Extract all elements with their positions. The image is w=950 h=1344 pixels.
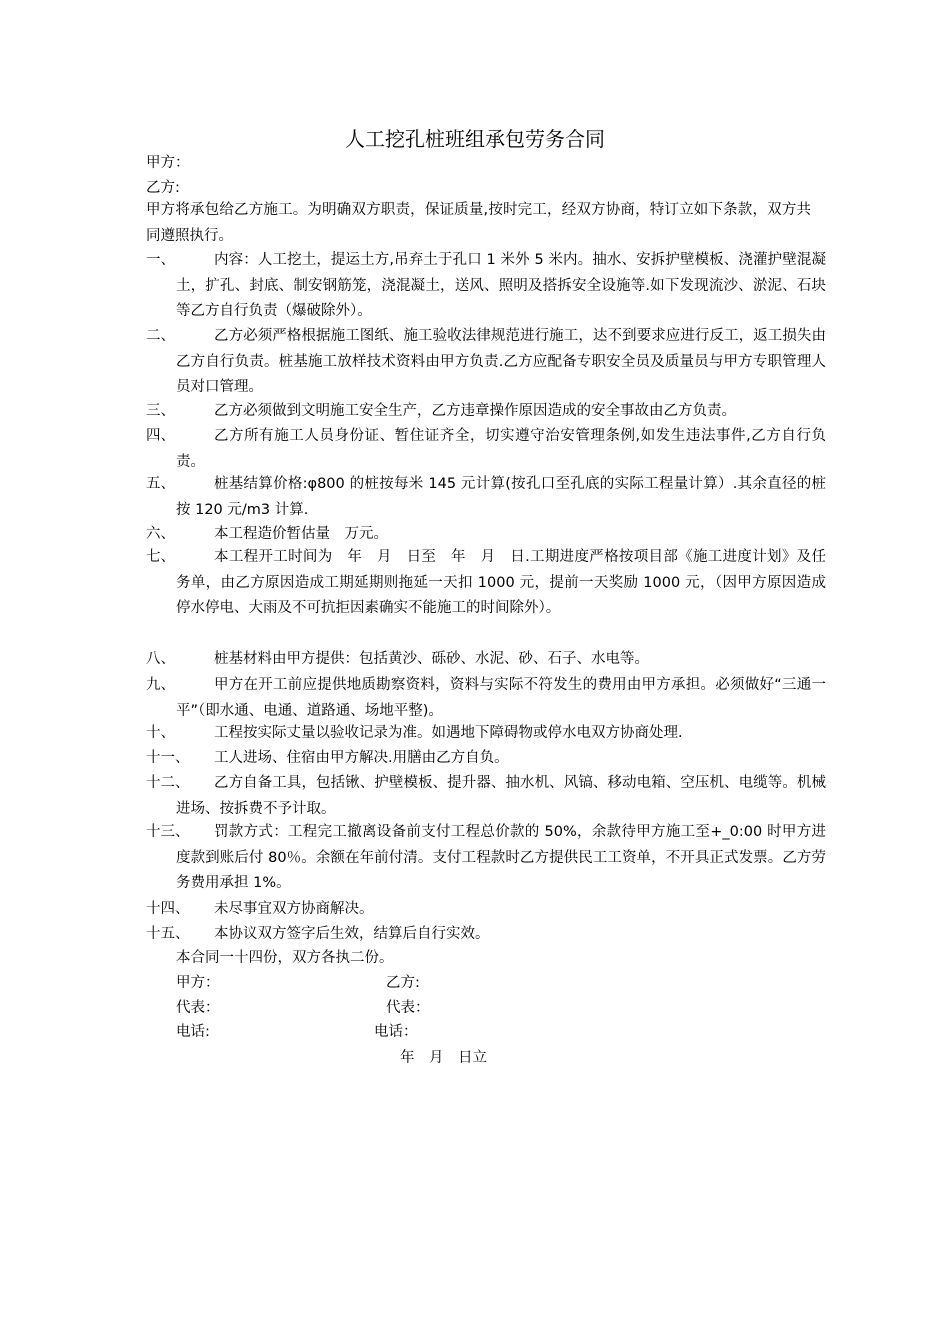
clause-10 [146, 721, 826, 747]
clause-text: 本协议双方签字后生效，结算后自行实效。 [214, 926, 490, 942]
party-b-label: 乙方: [146, 180, 180, 196]
signature-date: 年 月 日立 [400, 1050, 487, 1066]
clause-text: 本工程开工时间为 年 月 日至 年 月 日.工期进度严格按项目部《施工进度计划》及任务单，由乙方原因造成工期延期则拖延一天扣 1000 元，提前一天奖励 1000 元，（因甲方原因造成停水停电、大雨及不可抗拒因素确实不能施工的时间除外）。 [176, 549, 826, 616]
clause-number: 四、 [146, 428, 175, 444]
document-title: 人工挖孔桩班组承包劳务合同 [345, 127, 605, 151]
clause-3 [146, 399, 826, 425]
clause-number: 十五、 [146, 926, 190, 942]
signature-phone-b: 电话： [374, 1024, 418, 1040]
clause-number: 九、 [146, 677, 175, 693]
clause-number: 十二、 [146, 775, 190, 791]
clause-4 [146, 424, 826, 475]
clause-11 [146, 746, 826, 772]
clause-9 [146, 673, 826, 724]
clause-1 [146, 248, 826, 325]
clause-15 [146, 922, 826, 948]
clause-number: 七、 [146, 549, 175, 565]
clause-number: 五、 [146, 476, 175, 492]
signature-party-a: 甲方： [176, 975, 220, 991]
signature-party-b: 乙方: [386, 975, 420, 991]
clause-6 [146, 522, 826, 548]
clause-number: 二、 [146, 328, 175, 344]
clause-text: 未尽事宜双方协商解决。 [214, 901, 374, 917]
clause-text: 工人进场、住宿由甲方解决.用膳由乙方自负。 [214, 750, 509, 766]
clause-text: 工程按实际丈量以验收记录为准。如遇地下障碍物或停水电双方协商处理. [214, 725, 683, 741]
clause-14 [146, 897, 826, 923]
clause-number: 八、 [146, 651, 175, 667]
clause-text: 桩基结算价格:φ800 的桩按每米 145 元计算(按孔口至孔底的实际工程量计算）.其余直径的桩按 120 元/m3 计算. [176, 476, 826, 518]
clause-12 [146, 771, 826, 822]
clause-number: 一、 [146, 252, 175, 268]
clause-number: 六、 [146, 526, 175, 542]
signature-phone-a: 电话: [176, 1024, 210, 1040]
clause-number: 十一、 [146, 750, 190, 766]
clause-text: 乙方必须做到文明施工安全生产，乙方违章操作原因造成的安全事故由乙方负责。 [214, 403, 736, 419]
clause-text: 内容：人工挖土，提运土方,吊弃土于孔口 1 米外 5 米内。抽水、安拆护壁模板、浇灌护壁混凝土，扩孔、封底、制安钢筋笼，浇混凝土，送风、照明及搭拆安全设施等.如下发现流沙、淤泥、石块等乙方自行负责（爆破除外）。 [176, 252, 826, 319]
clause-13 [146, 820, 826, 897]
clause-text: 罚款方式：工程完工撤离设备前支付工程总价款的 50%，余款待甲方施工至+_0:00 时甲方进度款到账后付 80％。余额在年前付清。支付工程款时乙方提供民工工资单，不开具正式发票。乙方劳务费用承担 1%。 [176, 824, 826, 891]
intro-paragraph: 甲方将承包给乙方施工。为明确双方职责，保证质量,按时完工，经双方协商，特订立如下条款，双方共同遵照执行。 [146, 202, 811, 244]
clause-text: 本工程造价暂估量 万元。 [214, 526, 388, 542]
clause-5 [146, 472, 826, 523]
party-a-label: 甲方： [146, 155, 190, 171]
clause-number: 三、 [146, 403, 175, 419]
clause-number: 十三、 [146, 824, 190, 840]
clause-text: 乙方必须严格根据施工图纸、施工验收法律规范进行施工，达不到要求应进行反工，返工损失由乙方自行负责。桩基施工放样技术资料由甲方负责.乙方应配备专职安全员及质量员与甲方专职管理人员对口管理。 [176, 328, 826, 395]
clause-number: 十、 [146, 725, 175, 741]
clause-text: 桩基材料由甲方提供：包括黄沙、砾砂、水泥、砂、石子、水电等。 [214, 651, 649, 667]
copies-note: 本合同一十四份，双方各执二份。 [176, 950, 394, 966]
clause-text: 乙方所有施工人员身份证、暂住证齐全，切实遵守治安管理条例,如发生违法事件,乙方自行负责。 [176, 428, 826, 470]
clause-text: 乙方自备工具，包括锹、护壁模板、提升器、抽水机、风镐、移动电箱、空压机、电缆等。机械进场、按拆费不予计取。 [176, 775, 826, 817]
signature-rep-b: 代表： [386, 1000, 430, 1016]
clause-text: 甲方在开工前应提供地质勘察资料，资料与实际不符发生的费用由甲方承担。必须做好“三通一平”（即水通、电通、道路通、场地平整)。 [176, 677, 826, 719]
clause-number: 十四、 [146, 901, 190, 917]
clause-7 [146, 545, 826, 622]
clause-8 [146, 647, 826, 673]
signature-rep-a: 代表： [176, 1000, 220, 1016]
clause-2 [146, 324, 826, 401]
